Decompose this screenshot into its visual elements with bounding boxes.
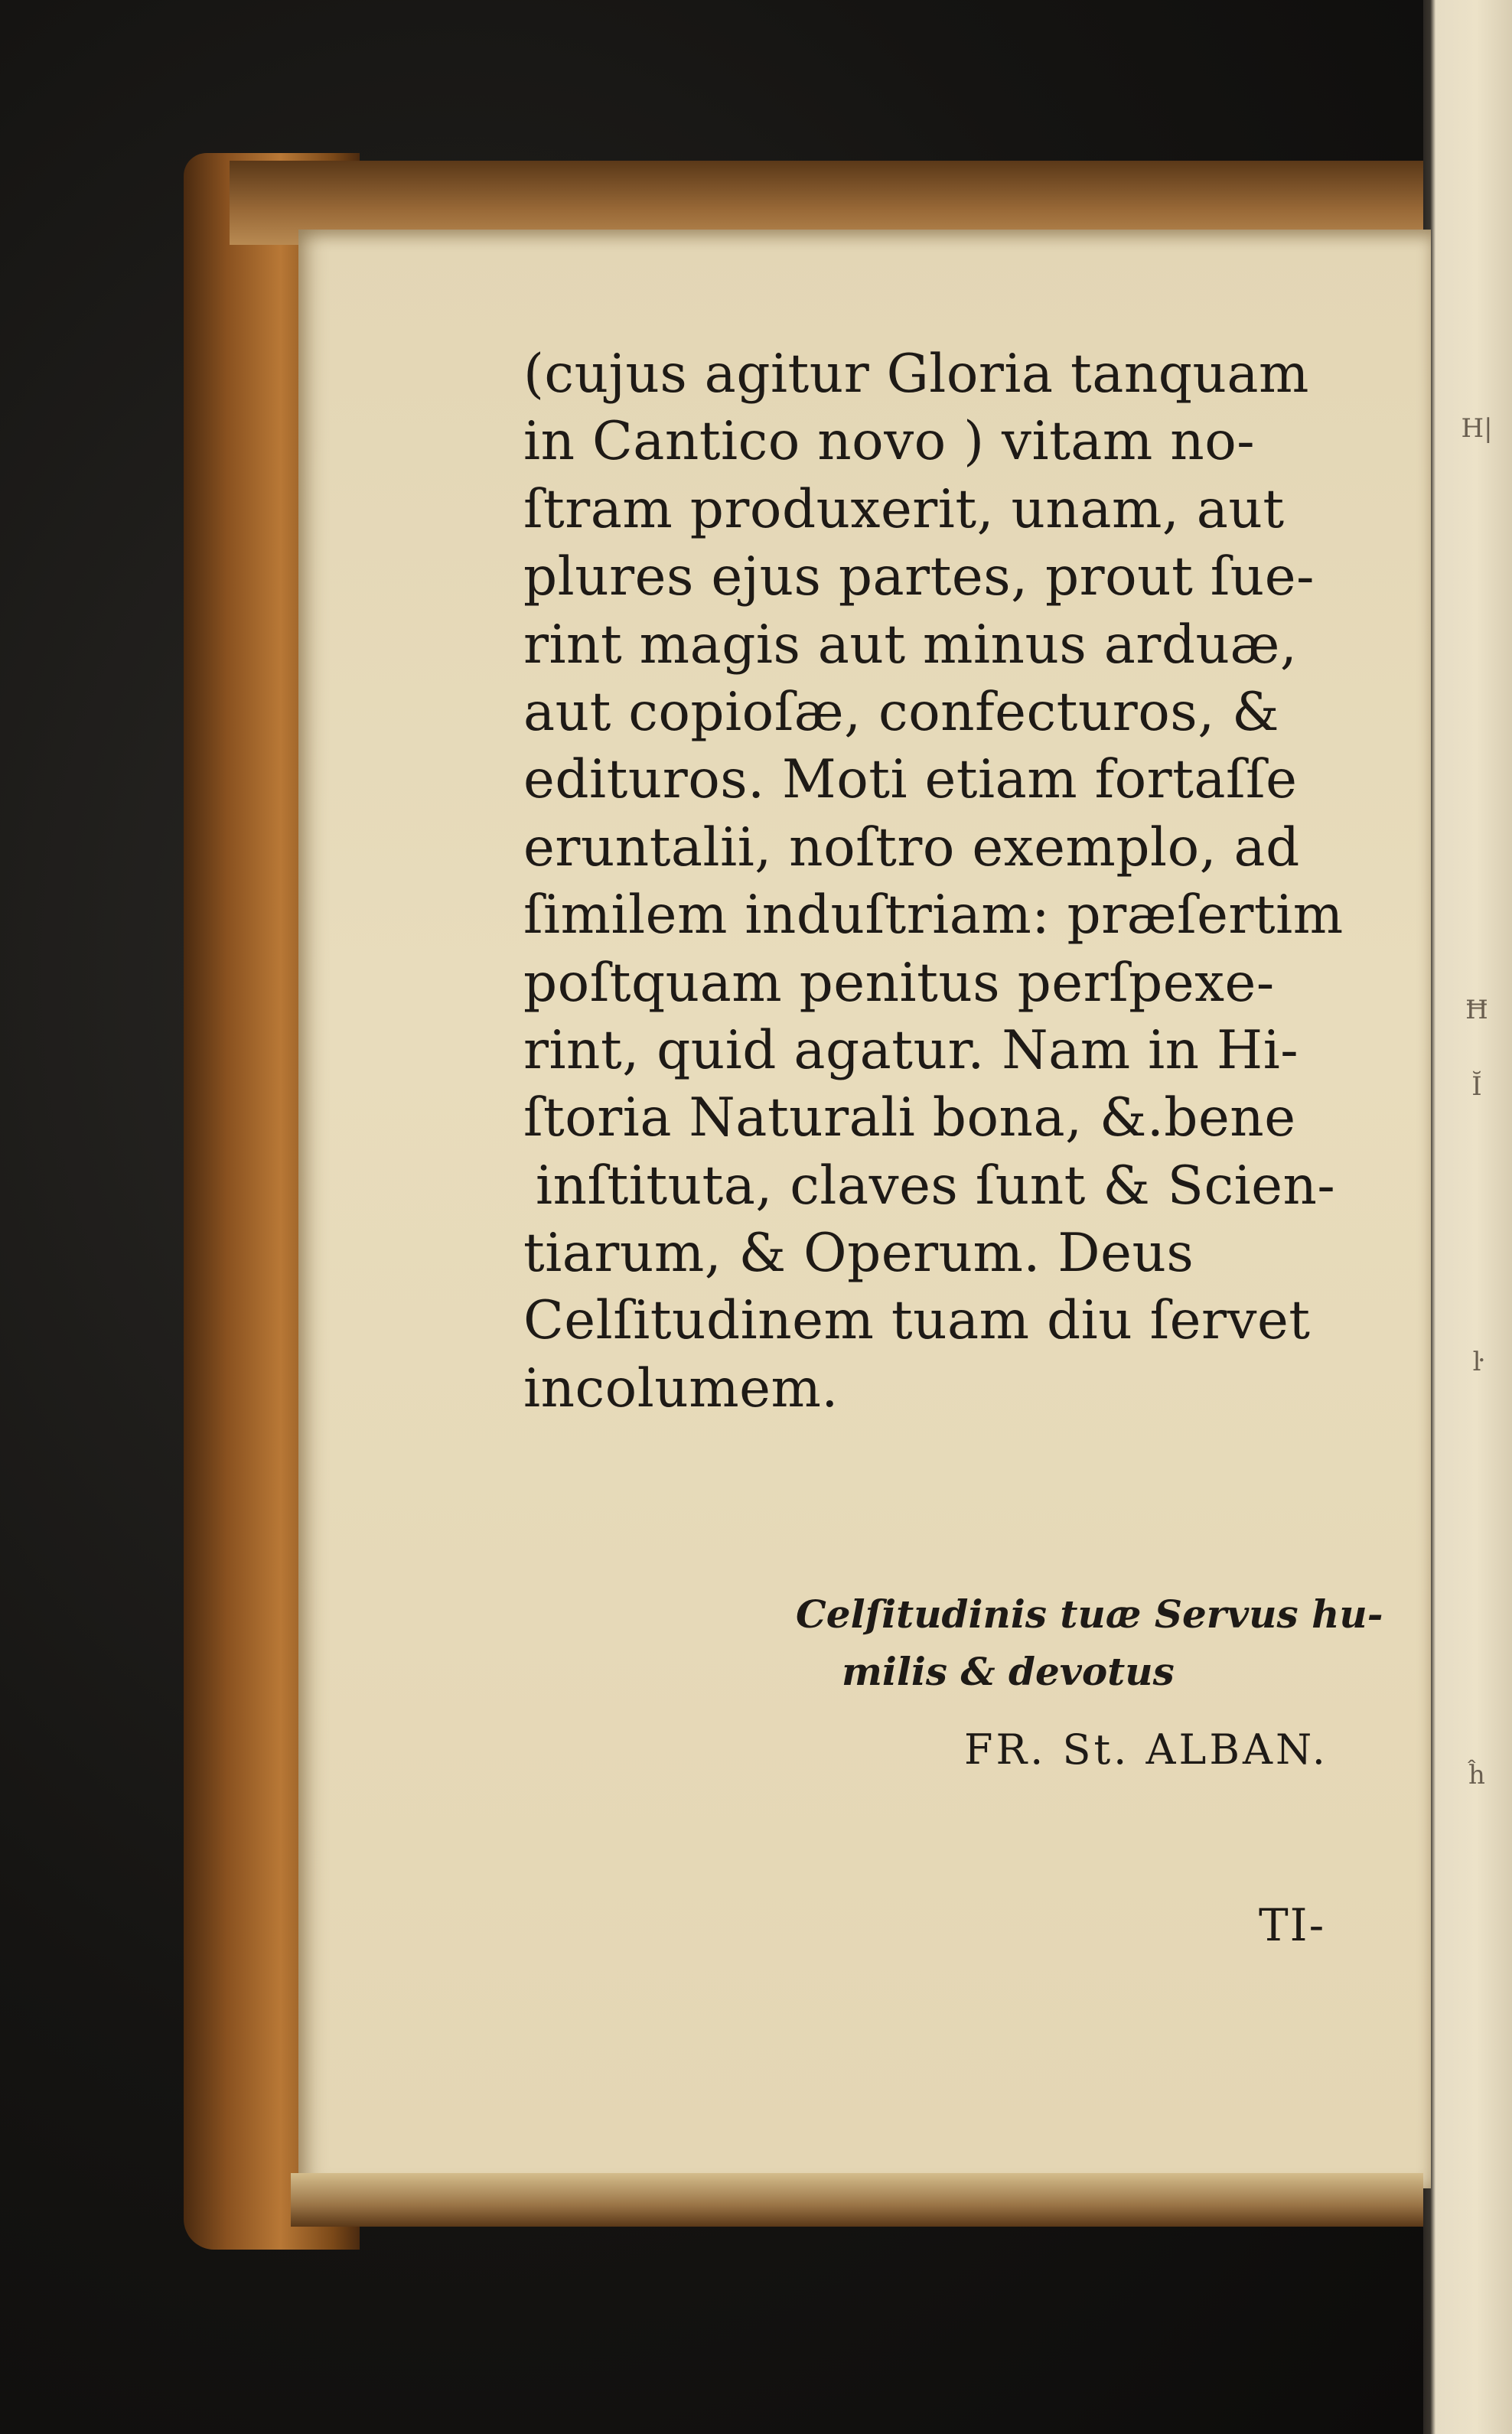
catchword: TI- <box>1259 1899 1326 1951</box>
text-line: ſtram produxerit, unam, aut <box>523 478 1285 540</box>
text-line: incolumem. <box>523 1357 839 1419</box>
signature-name: FR. St. ALBAN. <box>964 1725 1328 1774</box>
text-line: plures ejus partes, prout ſue- <box>523 546 1315 608</box>
text-line: in Cantico novo ) vitam no- <box>523 411 1256 473</box>
page-bottom-edge <box>291 2173 1423 2227</box>
text-line: eruntalii, noſtro exemplo, ad <box>523 816 1300 878</box>
text-line: tiarum, & Operum. Deus <box>523 1223 1194 1285</box>
spine-mark: H| <box>1461 413 1493 444</box>
spine-mark: ĥ <box>1468 1760 1485 1790</box>
text-line: poſtquam penitus perſpexe- <box>523 952 1275 1014</box>
text-line: ſtoria Naturali bona, &.bene <box>523 1087 1296 1149</box>
text-line: (cujus agitur Gloria tanquam <box>523 344 1309 405</box>
facing-page-spine <box>1423 0 1512 2434</box>
spine-mark: ŀ <box>1472 1347 1481 1377</box>
body-text <box>523 340 1388 1422</box>
text-line: rint, quid agatur. Nam in Hi- <box>523 1019 1299 1081</box>
text-line: aut copioſæ, confecturos, & <box>523 681 1279 743</box>
signature-line-2: milis & devotus <box>842 1649 1175 1694</box>
spine-mark: Ĭ <box>1471 1071 1482 1102</box>
text-line: rint magis aut minus arduæ, <box>523 614 1298 676</box>
text-line: edituros. Moti etiam fortaſſe <box>523 749 1298 811</box>
spine-mark: Ħ <box>1465 995 1488 1025</box>
text-line: ſimilem induſtriam: præſertim <box>523 885 1344 947</box>
text-line: inſtituta, claves ſunt & Scien- <box>536 1155 1336 1217</box>
text-line: Celſitudinem tuam diu ſervet <box>523 1290 1311 1352</box>
signature-line-1: Celſitudinis tuæ Servus hu- <box>796 1592 1383 1637</box>
